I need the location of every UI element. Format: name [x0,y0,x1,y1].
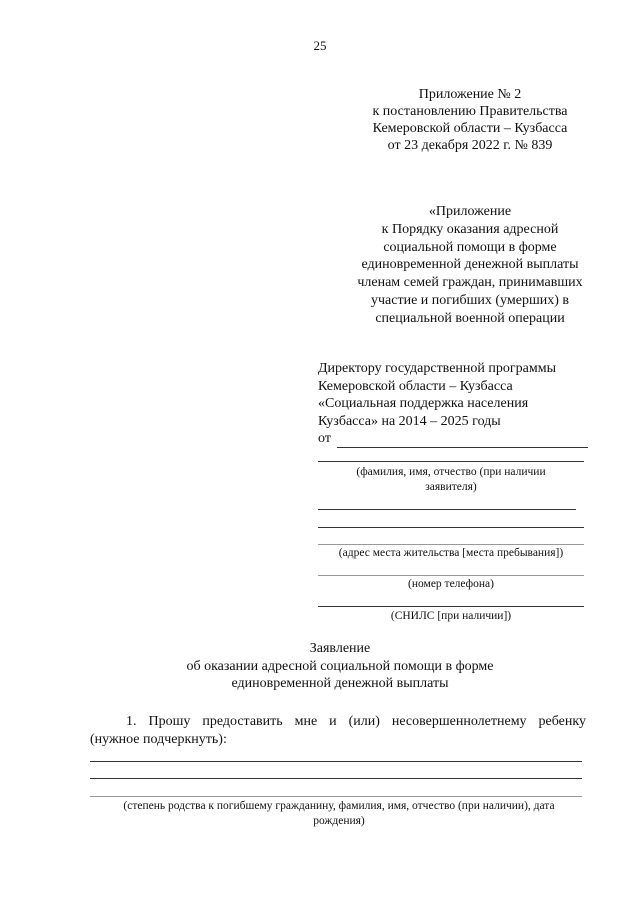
appendix-line: от 23 декабря 2022 г. № 839 [387,138,553,153]
fio-caption-line: (фамилия, имя, отчество (при наличии [356,466,546,478]
subappendix-line: социальной помощи в форме [383,239,557,255]
snils-caption: (СНИЛС [при наличии]) [390,610,512,622]
address-field-2[interactable] [318,527,584,528]
statement-title: Заявление [309,641,371,656]
subappendix-header [333,203,607,328]
address-caption: (адрес места жительства [места пребывания]) [338,547,564,559]
relative-field-1[interactable] [90,761,582,762]
subappendix-line: «Приложение [428,204,512,219]
appendix-line: к постановлению Правительства [372,104,568,119]
subappendix-line: единовременной денежной выплаты [361,257,579,273]
addressee-block [318,360,588,448]
applicant-name-field-2[interactable] [318,461,584,462]
relative-caption [82,799,596,829]
addressee-line: Кемеровской области – Кузбасса [318,378,513,394]
addressee-line: «Социальная поддержка населения [318,396,529,411]
relative-caption-line: рождения) [313,815,365,827]
relative-field-3[interactable] [90,796,582,797]
subappendix-line: членам семей граждан, принимавших [357,275,583,291]
statement-title-block [90,640,590,693]
snils-field[interactable] [318,606,584,607]
statement-subtitle: об оказании адресной социальной помощи в форме [186,658,494,674]
statement-subtitle: единовременной денежной выплаты [231,676,449,691]
address-field-3[interactable] [318,544,584,545]
paragraph-line: 1. Прошу предоставить мне и (или) несовершеннолетнему ребенку [126,714,586,729]
paragraph-line: (нужное подчеркнуть): [90,731,227,747]
from-label: от [318,431,331,446]
subappendix-line: участие и погибших (умерших) в [370,292,569,308]
request-paragraph [90,713,586,748]
relative-field-2[interactable] [90,778,582,779]
addressee-line: Кузбасса» на 2014 – 2025 годы [318,413,501,429]
relative-caption-line: (степень родства к погибшему гражданину, фамилия, имя, отчество (при наличии), дата [123,800,555,812]
phone-caption: (номер телефона) [408,578,494,590]
addressee-line: Директору государственной программы [318,361,556,376]
appendix-header [340,86,600,154]
subappendix-line: к Порядку оказания адресной [381,221,559,237]
page-number: 25 [313,38,327,53]
appendix-title: Приложение № 2 [418,87,522,102]
applicant-name-field[interactable] [337,433,588,448]
from-row [318,430,588,448]
appendix-line: Кемеровской области – Кузбасса [372,121,568,136]
fio-caption-line: заявителя) [425,481,477,493]
subappendix-line: специальной военной операции [375,310,565,326]
phone-field[interactable] [318,575,584,576]
fio-caption [318,465,584,495]
address-field-1[interactable] [318,509,576,510]
